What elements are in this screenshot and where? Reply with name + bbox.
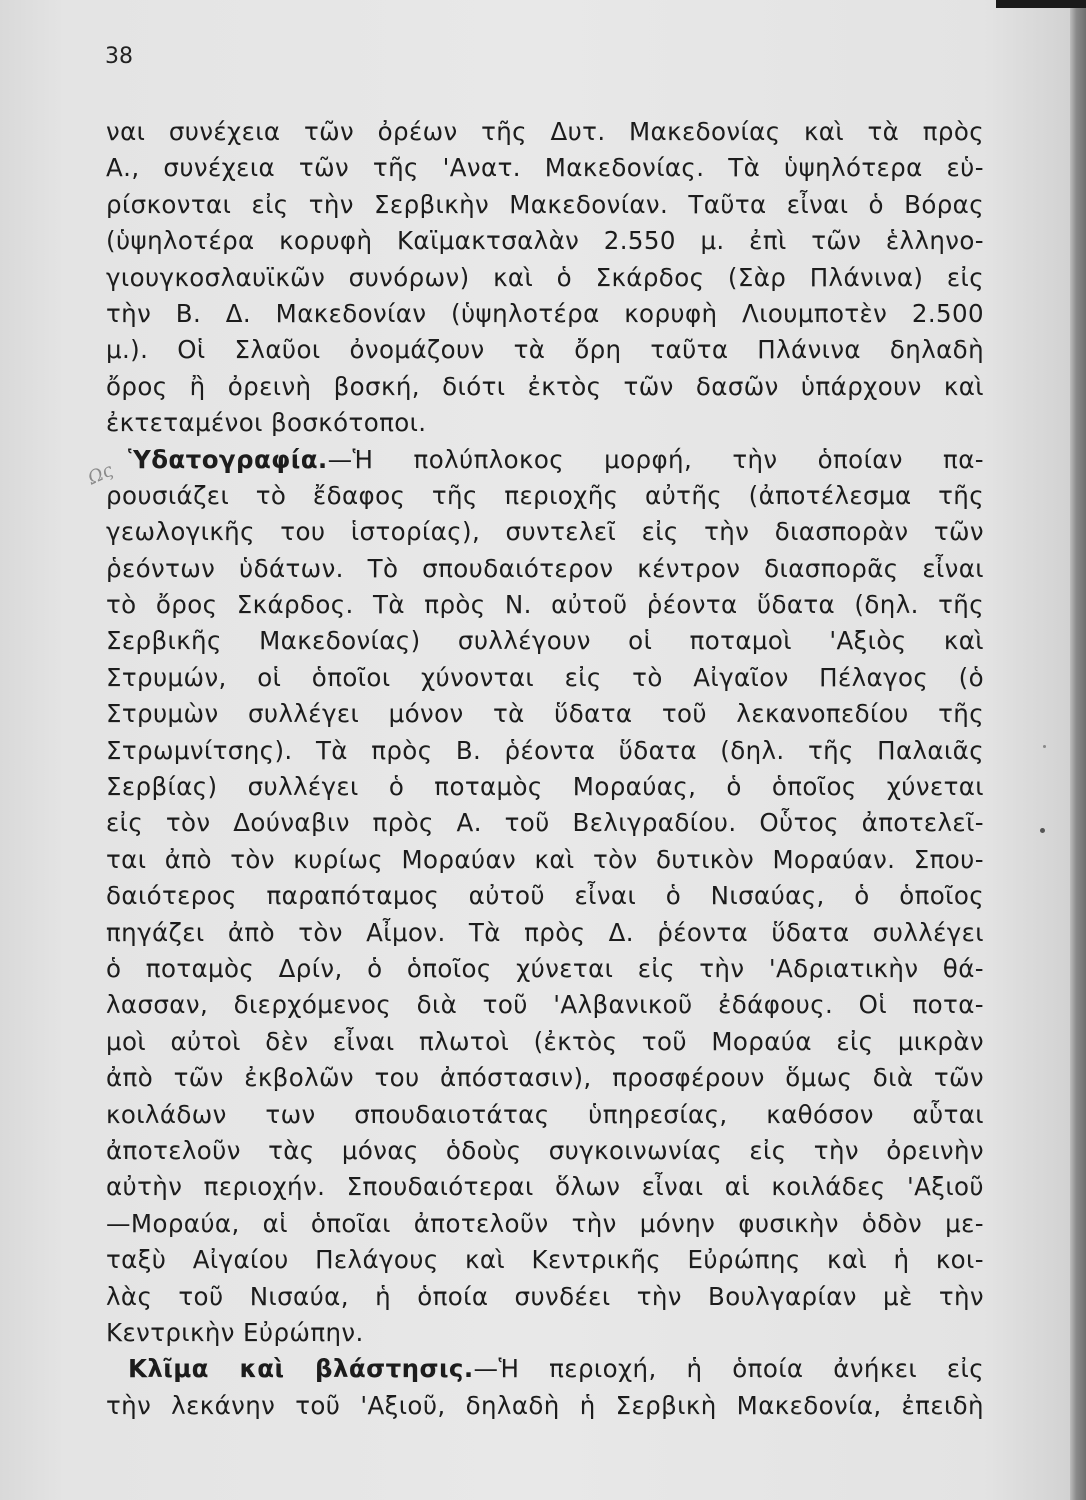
text-line: Στρυμών, οἱ ὁποῖοι χύνονται εἰς τὸ Αἰγαῖον Πέλαγος (ὁ [106,662,984,692]
text-line: Σερβικῆς Μακεδονίας) συλλέγουν οἱ ποταμοὶ 'Αξιὸς καὶ [106,626,984,656]
text-line: τὸ ὄρος Σκάρδος. Τὰ πρὸς Ν. αὐτοῦ ῥέοντα ὕδατα (δηλ. τῆς [106,590,984,620]
text-line: τὴν λεκάνην τοῦ 'Αξιοῦ, δηλαδὴ ἡ Σερβικὴ Μακεδονία, ἐπειδὴ [106,1390,984,1420]
margin-handwriting: Ως [84,459,117,490]
text-line: αὐτὴν περιοχήν. Σπουδαιότεραι ὅλων εἶναι αἱ κοιλάδες 'Αξιοῦ [106,1172,984,1202]
text-line: γιουγκοσλαυϊκῶν συνόρων) καὶ ὁ Σκάρδος (Σὰρ Πλάνινα) εἰς [106,262,984,292]
text-line: ῥεόντων ὑδάτων. Τὸ σπουδαιότερον κέντρον διασπορᾶς εἶναι [106,553,984,583]
text-line: (ὑψηλοτέρα κορυφὴ Καϊμακτσαλὰν 2.550 μ. ἐπὶ τῶν ἑλληνο- [106,226,984,256]
text-line: ἐκτεταμένοι βοσκότοποι. [106,408,427,438]
text-line: μ.). Οἱ Σλαῦοι ὀνομάζουν τὰ ὄρη ταῦτα Πλάνινα δηλαδὴ [106,335,984,365]
section-heading-climate: Κλῖμα καὶ βλάστησις. [128,1354,474,1384]
text-line: ὁ ποταμὸς Δρίν, ὁ ὁποῖος χύνεται εἰς τὴν 'Αδριατικὴν θά- [106,953,984,983]
text-line: λὰς τοῦ Νισαύα, ἡ ὁποία συνδέει τὴν Βουλγαρίαν μὲ τὴν [106,1281,984,1311]
text-line: ναι συνέχεια τῶν ὀρέων τῆς Δυτ. Μακεδονίας καὶ τὰ πρὸς [106,117,984,146]
text-run: —Ἡ πολύπλοκος μορφή, τὴν ὁποίαν πα- [327,444,984,474]
page-number: 38 [105,44,133,69]
text-line: ται ἀπὸ τὸν κυρίως Μοραύαν καὶ τὸν δυτικὸν Μοραύαν. Σπου- [106,844,984,874]
text-line: κοιλάδων των σπουδαιοτάτας ὑπηρεσίας, καθόσον αὗται [106,1099,984,1129]
text-line: ρουσιάζει τὸ ἔδαφος τῆς περιοχῆς αὐτῆς (ἀποτέλεσμα τῆς [106,480,984,510]
section-first-line [106,1351,984,1387]
text-line: μοὶ αὐτοὶ δὲν εἶναι πλωτοὶ (ἐκτὸς τοῦ Μοραύα εἰς μικρὰν [106,1026,984,1056]
scan-border [996,0,1086,8]
text-line: —Μοραύα, αἱ ὁποῖαι ἀποτελοῦν τὴν μόνην φυσικὴν ὁδὸν με- [106,1208,984,1238]
text-line: Κεντρικὴν Εὐρώπην. [106,1317,364,1347]
page-edge-shadow [1070,0,1086,1500]
text-line: Στρωμνίτσης). Τὰ πρὸς Β. ῥέοντα ὕδατα (δηλ. τῆς Παλαιᾶς [106,735,984,765]
text-line: εἰς τὸν Δούναβιν πρὸς Α. τοῦ Βελιγραδίου. Οὗτος ἀποτελεῖ- [106,808,984,838]
scan-speck [1043,745,1046,748]
text-line: Στρυμὼν συλλέγει μόνον τὰ ὕδατα τοῦ λεκανοπεδίου τῆς [106,699,984,729]
scan-speck [1040,828,1045,833]
section-first-line [106,442,984,478]
text-line: δαιότερος παραπόταμος αὐτοῦ εἶναι ὁ Νισαύας, ὁ ὁποῖος [106,881,984,911]
text-line: λασσαν, διερχόμενος διὰ τοῦ 'Αλβανικοῦ ἐδάφους. Οἱ ποτα- [106,990,984,1020]
text-line: ἀπὸ τῶν ἐκβολῶν του ἀπόστασιν), προσφέρουν ὅμως διὰ τῶν [106,1063,984,1093]
text-line: ἀποτελοῦν τὰς μόνας ὁδοὺς συγκοινωνίας εἰς τὴν ὀρεινὴν [106,1135,984,1165]
text-run: —Ἡ περιοχή, ἡ ὁποία ἀνήκει εἰς [473,1354,984,1384]
text-line: τὴν Β. Δ. Μακεδονίαν (ὑψηλοτέρα κορυφὴ Λιουμποτὲν 2.500 [106,298,984,328]
text-line: Σερβίας) συλλέγει ὁ ποταμὸς Μοραύας, ὁ ὁποῖος χύνεται [106,772,984,802]
text-line: ταξὺ Αἰγαίου Πελάγους καὶ Κεντρικῆς Εὐρώπης καὶ ἡ κοι- [106,1245,984,1275]
text-line: πηγάζει ἀπὸ τὸν Αἶμον. Τὰ πρὸς Δ. ῥέοντα ὕδατα συλλέγει [106,917,984,947]
text-line: ὄρος ἢ ὀρεινὴ βοσκή, διότι ἐκτὸς τῶν δασῶν ὑπάρχουν καὶ [106,371,984,401]
text-line: ρίσκονται εἰς τὴν Σερβικὴν Μακεδονίαν. Ταῦτα εἶναι ὁ Βόρας [106,189,984,219]
text-line: γεωλογικῆς του ἱστορίας), συντελεῖ εἰς τὴν διασπορὰν τῶν [106,517,984,547]
section-heading-hydrography: Ὑδατογραφία. [128,444,328,474]
body-text [106,114,984,1424]
text-line: Α., συνέχεια τῶν τῆς 'Ανατ. Μακεδονίας. Τὰ ὑψηλότερα εὑ- [106,153,984,183]
